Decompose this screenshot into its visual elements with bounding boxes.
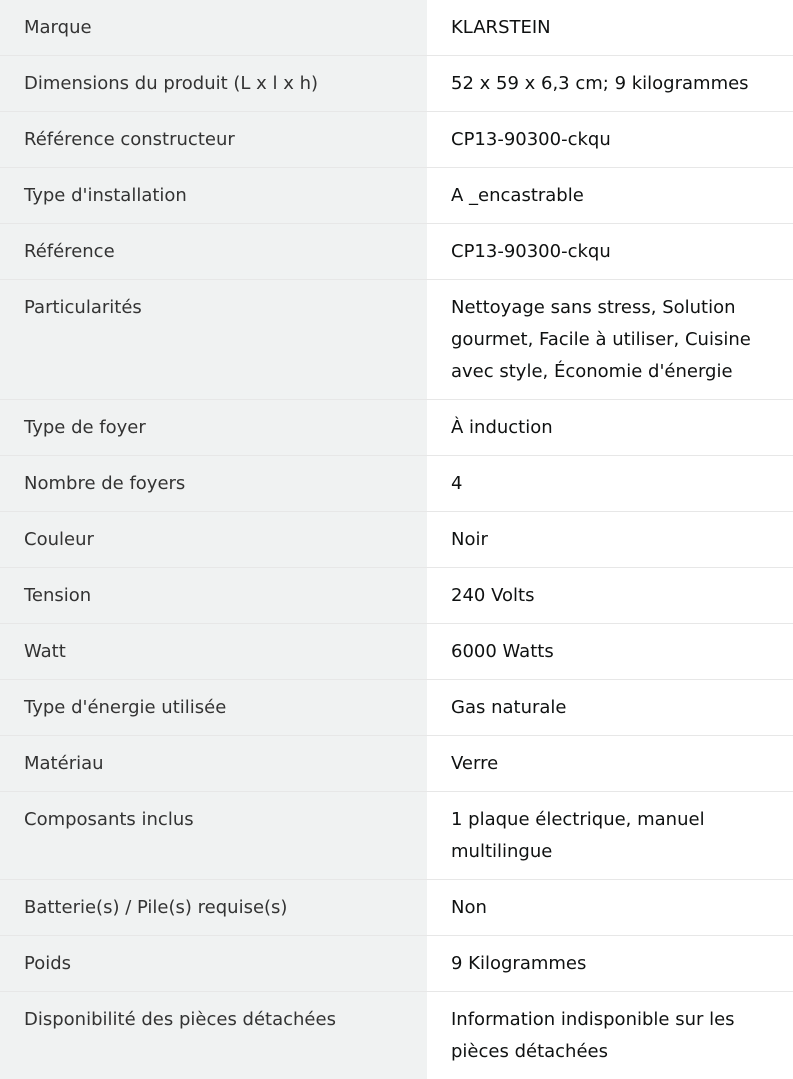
spec-value: À induction (427, 400, 793, 456)
spec-label: Référence (0, 224, 427, 280)
spec-value: CP13-90300-ckqu (427, 224, 793, 280)
spec-value: KLARSTEIN (427, 0, 793, 56)
spec-row (0, 400, 793, 456)
spec-row (0, 992, 793, 1079)
spec-value: Noir (427, 512, 793, 568)
spec-label: Type d'énergie utilisée (0, 680, 427, 736)
spec-value: Nettoyage sans stress, Solution gourmet, Facile à utiliser, Cuisine avec style, Économie d'énergie (427, 280, 793, 400)
spec-value: 4 (427, 456, 793, 512)
spec-value: Non (427, 880, 793, 936)
spec-row (0, 280, 793, 400)
spec-row (0, 0, 793, 56)
spec-label: Nombre de foyers (0, 456, 427, 512)
spec-value: 9 Kilogrammes (427, 936, 793, 992)
spec-value: Verre (427, 736, 793, 792)
spec-row (0, 880, 793, 936)
spec-label: Poids (0, 936, 427, 992)
spec-label: Référence constructeur (0, 112, 427, 168)
spec-label: Marque (0, 0, 427, 56)
spec-row (0, 168, 793, 224)
spec-row (0, 512, 793, 568)
spec-row (0, 624, 793, 680)
spec-label: Dimensions du produit (L x l x h) (0, 56, 427, 112)
spec-row (0, 456, 793, 512)
spec-label: Particularités (0, 280, 427, 400)
spec-row (0, 792, 793, 880)
spec-label: Tension (0, 568, 427, 624)
spec-row (0, 56, 793, 112)
spec-label: Composants inclus (0, 792, 427, 880)
spec-row (0, 680, 793, 736)
spec-label: Disponibilité des pièces détachées (0, 992, 427, 1079)
spec-label: Type de foyer (0, 400, 427, 456)
spec-value: 240 Volts (427, 568, 793, 624)
spec-value: 52 x 59 x 6,3 cm; 9 kilogrammes (427, 56, 793, 112)
spec-value: 6000 Watts (427, 624, 793, 680)
spec-row (0, 936, 793, 992)
spec-label: Matériau (0, 736, 427, 792)
spec-row (0, 112, 793, 168)
spec-row (0, 568, 793, 624)
spec-label: Type d'installation (0, 168, 427, 224)
spec-value: 1 plaque électrique, manuel multilingue (427, 792, 793, 880)
spec-label: Batterie(s) / Pile(s) requise(s) (0, 880, 427, 936)
spec-value: A _encastrable (427, 168, 793, 224)
spec-label: Watt (0, 624, 427, 680)
spec-value: CP13-90300-ckqu (427, 112, 793, 168)
spec-row (0, 224, 793, 280)
spec-row (0, 736, 793, 792)
spec-label: Couleur (0, 512, 427, 568)
spec-value: Information indisponible sur les pièces détachées (427, 992, 793, 1079)
spec-value: Gas naturale (427, 680, 793, 736)
